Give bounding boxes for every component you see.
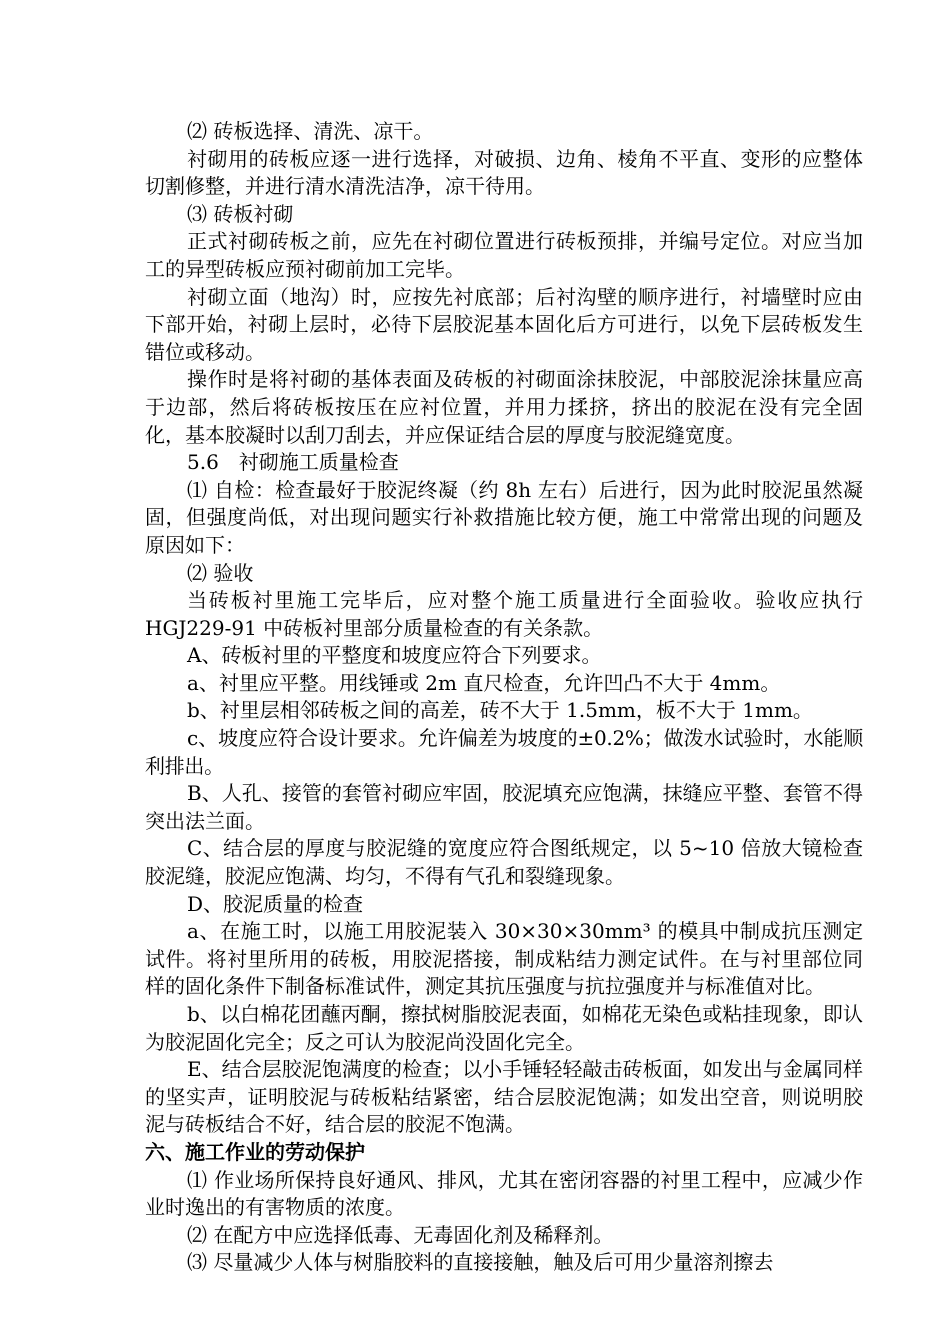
item-brick-lining: ⑶ 砖板衬砌 (187, 201, 294, 226)
item-brick-selection: ⑵ 砖板选择、清洗、凉干。 (187, 119, 434, 143)
paragraph-self-check: ⑴ 自检：检查最好于胶泥终凝（约 8h 左右）后进行，因为此时胶泥虽然凝固，但强度尚低，对出现问题实行补救措施比较方便，施工中常常出现的问题及原因如下： (145, 477, 863, 557)
section-heading-labor-protection: 六、施工作业的劳动保护 (145, 1139, 365, 1164)
paragraph-slope: c、坡度应符合设计要求。允许偏差为坡度的±0.2%；做泼水试验时，水能顺利排出。 (145, 726, 863, 778)
paragraph-acceptance: 当砖板衬里施工完毕后，应对整个施工质量进行全面验收。验收应执行 HGJ229-91 中砖板衬里部分质量检查的有关条款。 (145, 588, 863, 640)
paragraph-manhole: B、人孔、接管的套管衬砌应牢固，胶泥填充应饱满，抹缝应平整、套管不得突出法兰面。 (145, 781, 863, 833)
item-acceptance: ⑵ 验收 (187, 560, 254, 585)
item-flatness-b: b、衬里层相邻砖板之间的高差，砖不大于 1.5mm，板不大于 1mm。 (187, 698, 813, 723)
document-page (145, 118, 863, 1277)
item-reduce-contact: ⑶ 尽量减少人体与树脂胶料的直接接触，触及后可用少量溶剂擦去 (187, 1250, 774, 1275)
paragraph-joint-width: C、结合层的厚度与胶泥缝的宽度应符合图纸规定，以 5~10 倍放大镜检查胶泥缝，胶泥应饱满、均匀，不得有气孔和裂缝现象。 (145, 836, 863, 889)
paragraph-pre-arrange: 正式衬砌砖板之前，应先在衬砌位置进行砖板预排，并编号定位。对应当加工的异型砖板应预衬砌前加工完毕。 (145, 229, 863, 281)
paragraph-acetone-test: b、以白棉花团蘸丙酮，擦拭树脂胶泥表面，如棉花无染色或粘挂现象，即认为胶泥固化完全；反之可认为胶泥尚没固化完全。 (145, 1002, 863, 1054)
paragraph-test-specimen: a、在施工时，以施工用胶泥装入 30×30×30mm³ 的模具中制成抗压测定试件。将衬里所用的砖板，用胶泥搭接，制成粘结力测定试件。在与衬里部位同样的固化条件下制备标准试件，测定其抗压强度与抗拉强度并与标准值对比。 (145, 919, 863, 999)
item-mortar-quality: D、胶泥质量的检查 (187, 891, 364, 916)
item-flatness: A、砖板衬里的平整度和坡度应符合下列要求。 (187, 643, 602, 668)
section-heading-quality-check: 5.6 衬砌施工质量检查 (187, 450, 399, 475)
paragraph-vertical-lining: 衬砌立面（地沟）时，应按先衬底部；后衬沟壁的顺序进行，衬墙壁时应由下部开始，衬砌上层时，必待下层胶泥基本固化后方可进行，以免下层砖板发生错位或移动。 (145, 284, 863, 364)
item-flatness-a: a、衬里应平整。用线锤或 2m 直尺检查，允许凹凸不大于 4mm。 (187, 670, 781, 695)
item-low-toxicity: ⑵ 在配方中应选择低毒、无毒固化剂及稀释剂。 (187, 1222, 614, 1247)
paragraph-hammer-test: E、结合层胶泥饱满度的检查；以小手锤轻轻敲击砖板面，如发出与金属同样的坚实声，证明胶泥与砖板粘结紧密，结合层胶泥饱满；如发出空音，则说明胶泥与砖板结合不好，结合层的胶泥不饱满。 (145, 1057, 863, 1137)
paragraph-brick-selection: 衬砌用的砖板应逐一进行选择，对破损、边角、棱角不平直、变形的应整体切割修整，并进行清水清洗洁净，凉干待用。 (145, 146, 863, 199)
paragraph-ventilation: ⑴ 作业场所保持良好通风、排风，尤其在密闭容器的衬里工程中，应减少作业时逸出的有害物质的浓度。 (145, 1167, 863, 1220)
paragraph-operation: 操作时是将衬砌的基体表面及砖板的衬砌面涂抹胶泥，中部胶泥涂抹量应高于边部，然后将砖板按压在应衬位置，并用力揉挤，挤出的胶泥在没有完全固化，基本胶凝时以刮刀刮去，并应保证结合层的厚度与胶泥缝宽度。 (145, 367, 863, 447)
